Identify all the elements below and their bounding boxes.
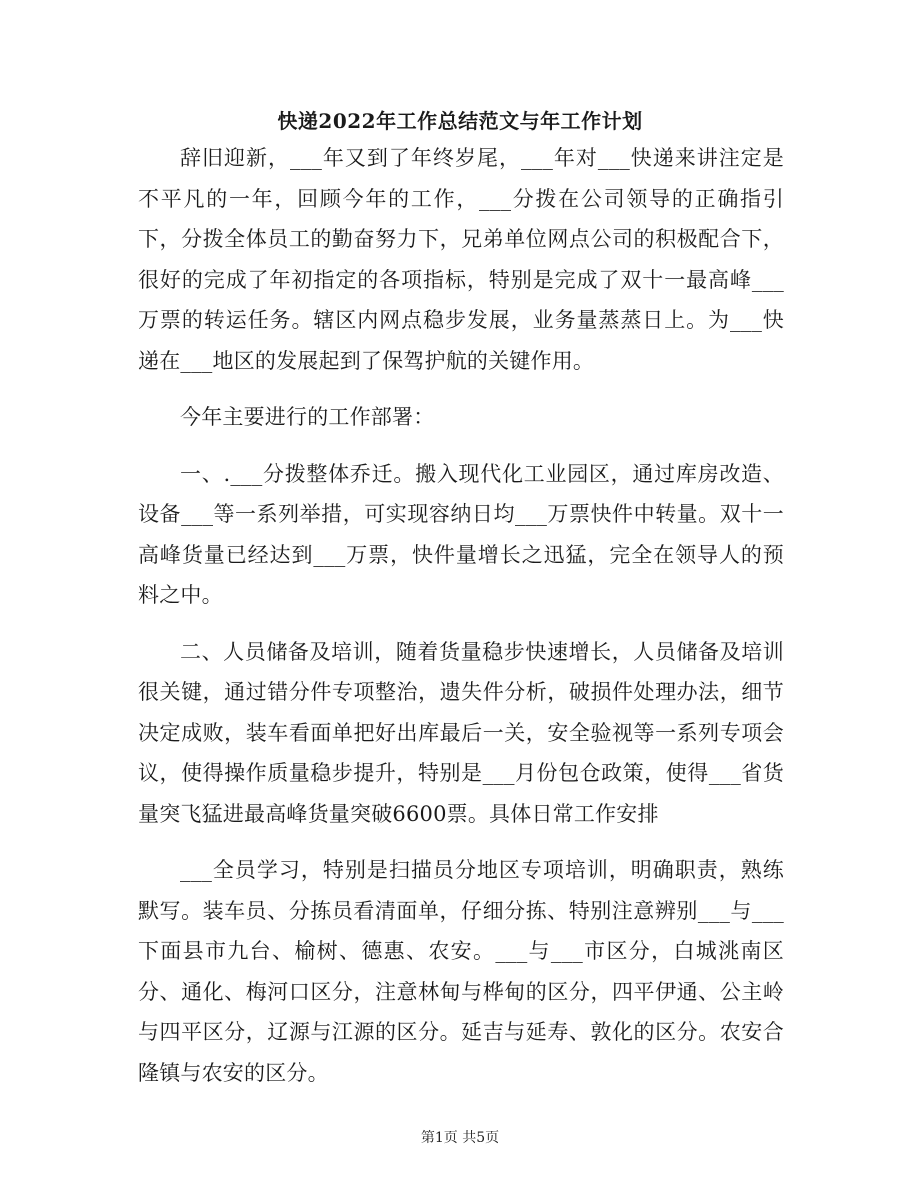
page-number: 第1页 共5页	[420, 1130, 500, 1146]
document-body	[138, 138, 784, 1109]
document-title: 快递2022年工作总结范文与年工作计划	[277, 109, 643, 133]
paragraph-daily-work: ___全员学习，特别是扫描员分地区专项培训，明确职责，熟练默写。装车员、分拣员看清面单，仔细分拣、特别注意辨别___与___下面县市九台、榆树、德惠、农安。___与___市区分，白城洮南区分、通化、梅河口区分，注意林甸与桦甸的区分，四平伊通、公主岭与四平区分，辽源与江源的区分。延吉与延寿、敦化的区分。农安合隆镇与农安的区分。	[138, 858, 784, 1085]
paragraph-section-heading: 今年主要进行的工作部署：	[180, 405, 435, 429]
paragraph-intro: 辞旧迎新，___年又到了年终岁尾，___年对___快递来讲注定是不平凡的一年，回顾今年的工作，___分拨在公司领导的正确指引下，分拨全体员工的勤奋努力下，兄弟单位网点公司的积极配合下，很好的完成了年初指定的各项指标，特别是完成了双十一最高峰___万票的转运任务。辖区内网点稳步发展，业务量蒸蒸日上。为___快递在___地区的发展起到了保驾护航的关键作用。	[138, 146, 784, 373]
paragraph-item-one: 一、.___分拨整体乔迁。搬入现代化工业园区，通过库房改造、设备___等一系列举措，可实现容纳日均___万票快件中转量。双十一高峰货量已经达到___万票，快件量增长之迅猛，完全在领导人的预料之中。	[138, 461, 784, 607]
paragraph-item-two: 二、人员储备及培训，随着货量稳步快速增长，人员储备及培训很关键，通过错分件专项整治，遗失件分析，破损件处理办法，细节决定成败，装车看面单把好出库最后一关，安全验视等一系列专项会议，使得操作质量稳步提升，特别是___月份包仓政策，使得___省货量突飞猛进最高峰货量突破6600票。具体日常工作安排	[138, 639, 784, 826]
